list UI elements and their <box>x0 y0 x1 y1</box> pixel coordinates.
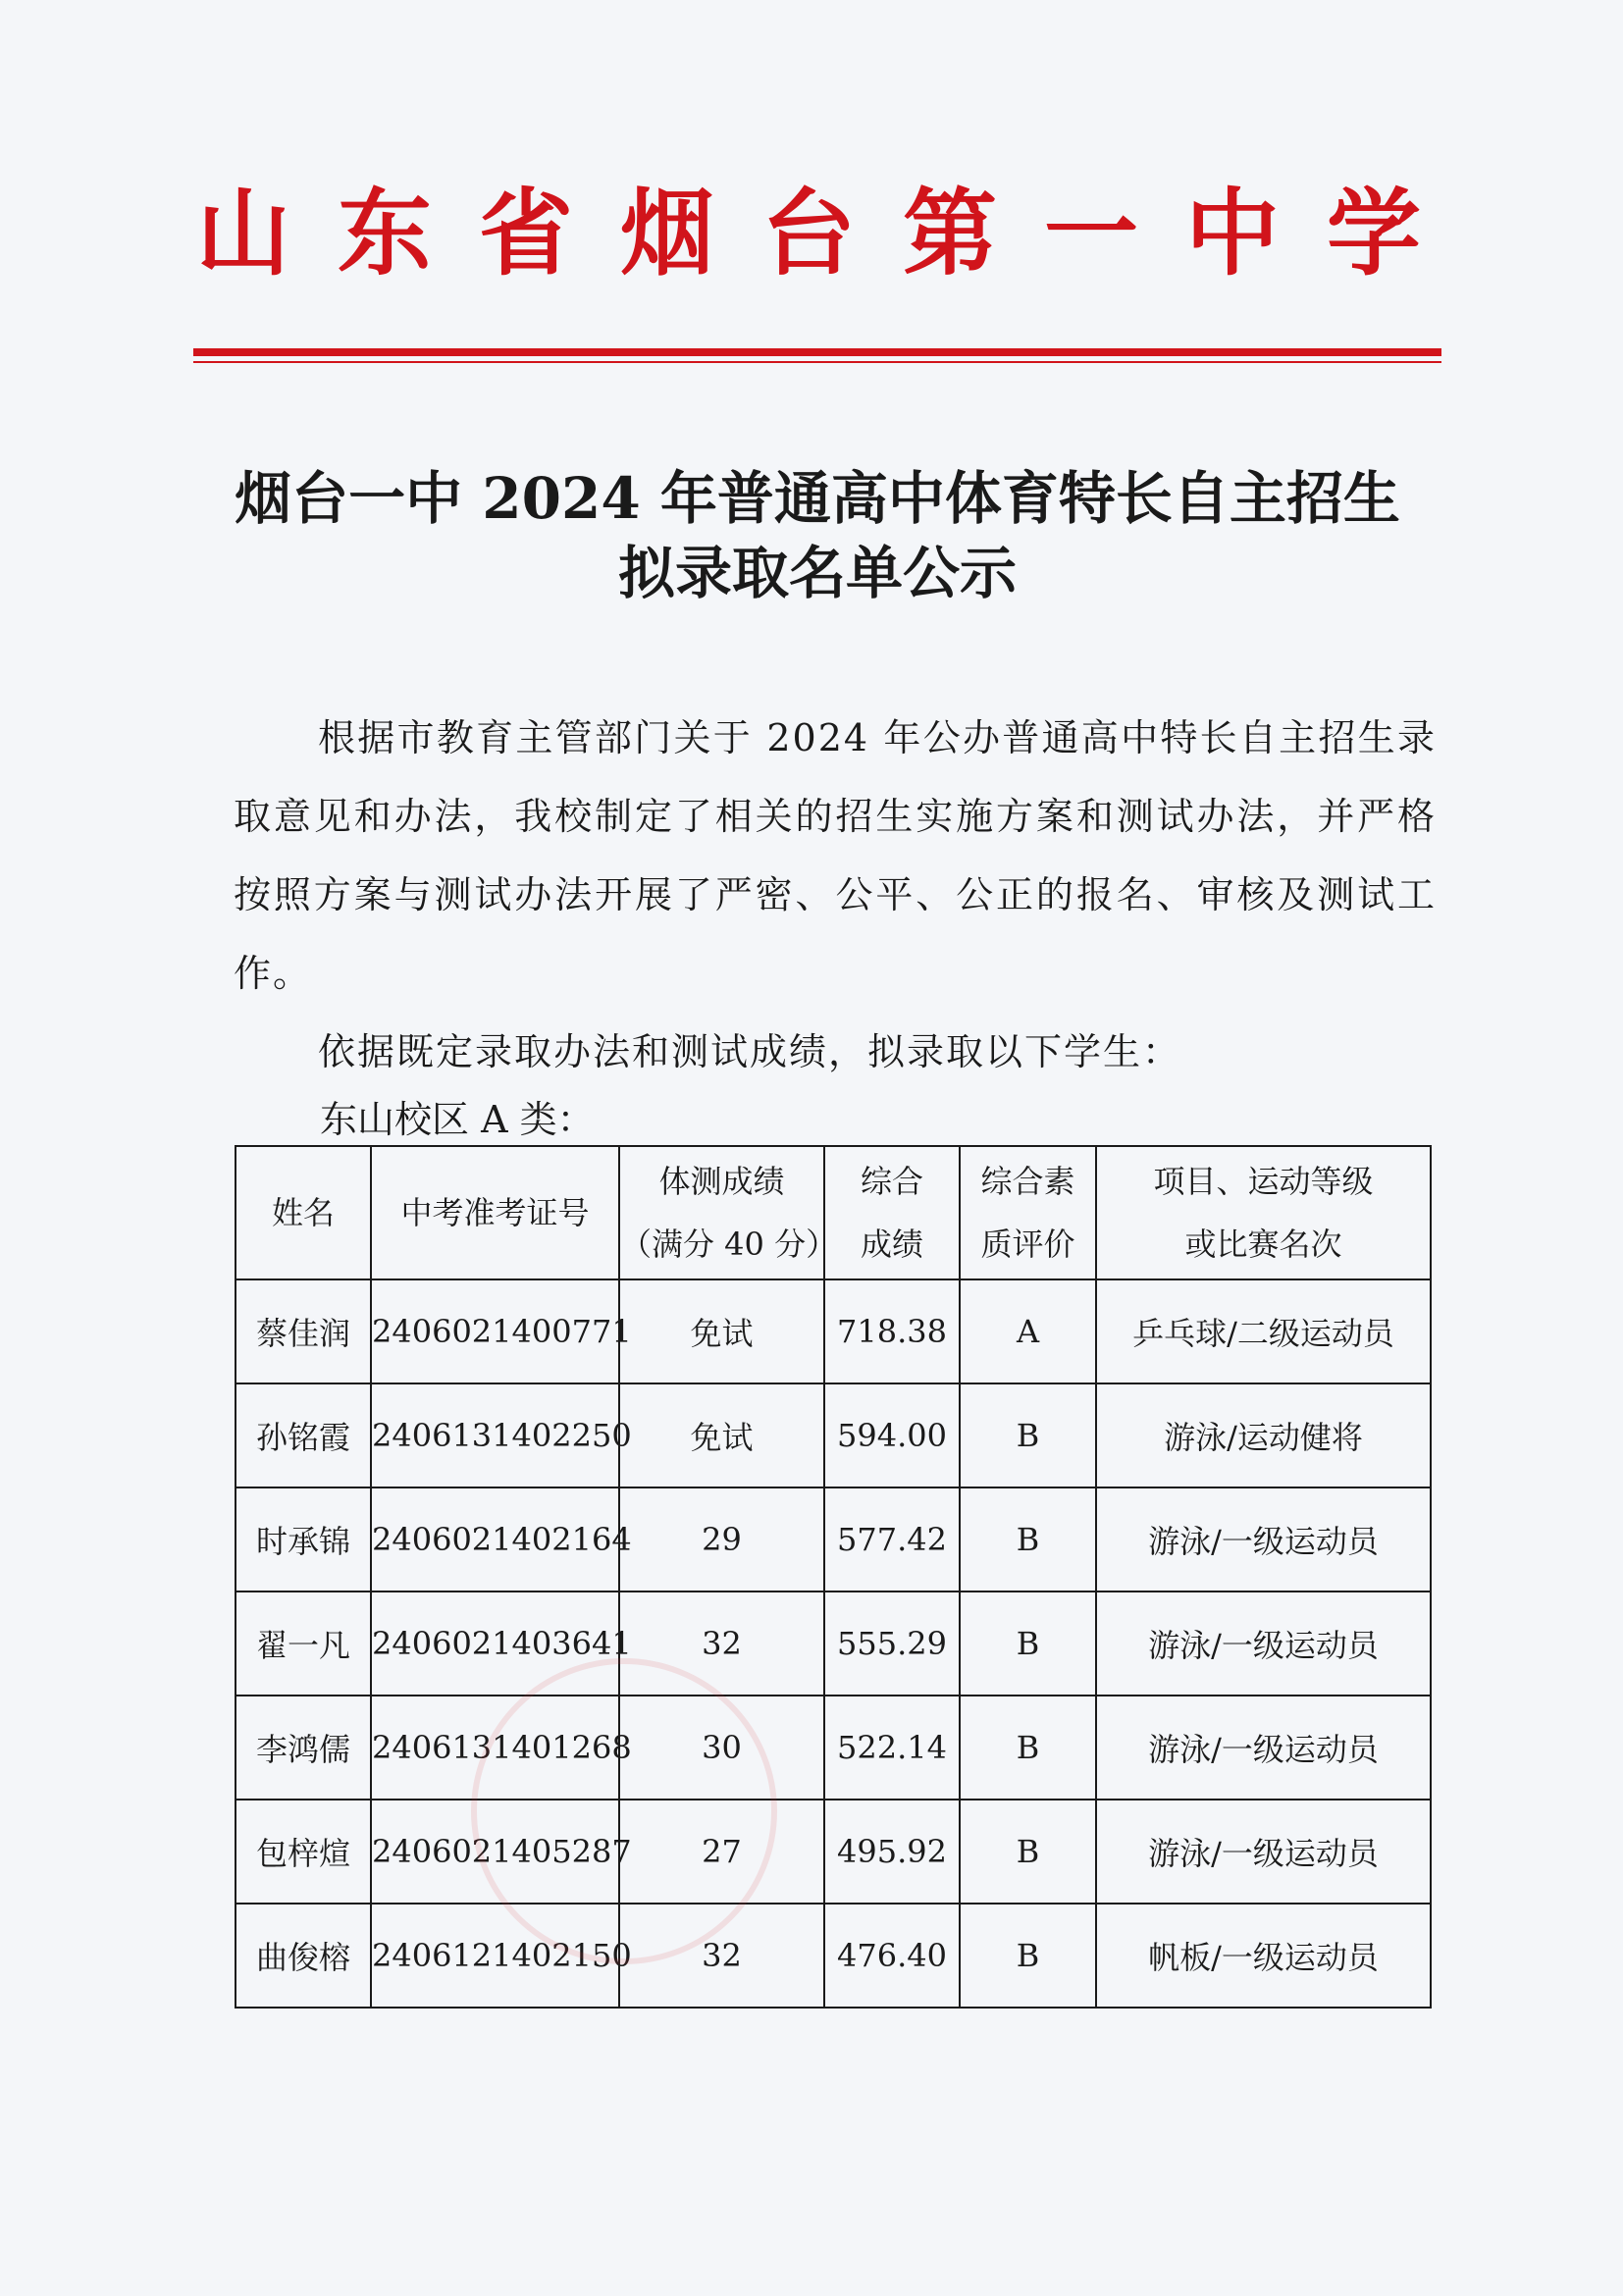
cell-exam-id: 2406021400771 <box>371 1279 619 1383</box>
table-row <box>236 1279 1431 1383</box>
cell-event-level: 游泳/一级运动员 <box>1096 1592 1431 1696</box>
admission-table <box>235 1145 1432 2009</box>
cell-name: 孙铭霞 <box>236 1383 371 1487</box>
table-header-row <box>236 1146 1431 1279</box>
table-row <box>236 1904 1431 2008</box>
cell-exam-id: 2406021405287 <box>371 1800 619 1904</box>
cell-name: 曲俊榕 <box>236 1904 371 2008</box>
cell-total-score: 522.14 <box>824 1696 960 1800</box>
cell-pe-score: 免试 <box>619 1279 824 1383</box>
cell-quality-eval: B <box>960 1904 1096 2008</box>
cell-exam-id: 2406021403641 <box>371 1592 619 1696</box>
cell-name: 时承锦 <box>236 1487 371 1592</box>
cell-event-level: 帆板/一级运动员 <box>1096 1904 1431 2008</box>
cell-name: 翟一凡 <box>236 1592 371 1696</box>
cell-total-score: 476.40 <box>824 1904 960 2008</box>
cell-name: 蔡佳润 <box>236 1279 371 1383</box>
cell-quality-eval: B <box>960 1800 1096 1904</box>
cell-exam-id: 2406021402164 <box>371 1487 619 1592</box>
cell-exam-id: 2406131402250 <box>371 1383 619 1487</box>
cell-total-score: 718.38 <box>824 1279 960 1383</box>
cell-total-score: 495.92 <box>824 1800 960 1904</box>
header-name: 姓名 <box>236 1146 371 1279</box>
cell-quality-eval: B <box>960 1383 1096 1487</box>
body-paragraph-2: 依据既定录取办法和测试成绩，拟录取以下学生： <box>318 1030 1182 1073</box>
cell-name: 包梓煊 <box>236 1800 371 1904</box>
cell-pe-score: 27 <box>619 1800 824 1904</box>
cell-event-level: 游泳/一级运动员 <box>1096 1487 1431 1592</box>
title-line-2: 拟录取名单公示 <box>617 540 1017 606</box>
table-row <box>236 1383 1431 1487</box>
cell-event-level: 游泳/一级运动员 <box>1096 1800 1431 1904</box>
document-title <box>193 461 1441 610</box>
cell-name: 李鸿儒 <box>236 1696 371 1800</box>
cell-pe-score: 32 <box>619 1904 824 2008</box>
title-line-1: 烟台一中 2024 年普通高中体育特长自主招生 <box>235 465 1400 532</box>
cell-total-score: 594.00 <box>824 1383 960 1487</box>
cell-quality-eval: B <box>960 1592 1096 1696</box>
header-total-score: 综合 成绩 <box>824 1146 960 1279</box>
cell-pe-score: 免试 <box>619 1383 824 1487</box>
header-pe-score: 体测成绩 （满分 40 分） <box>619 1146 824 1279</box>
cell-quality-eval: B <box>960 1487 1096 1592</box>
campus-label: 东山校区 A 类： <box>320 1098 595 1141</box>
header-exam-id: 中考准考证号 <box>371 1146 619 1279</box>
cell-event-level: 乒乓球/二级运动员 <box>1096 1279 1431 1383</box>
school-masthead: 山东省烟台第一中学 <box>196 178 1468 288</box>
faint-seal-stamp <box>471 1658 777 1964</box>
cell-exam-id: 2406121402150 <box>371 1904 619 2008</box>
table-row <box>236 1800 1431 1904</box>
cell-pe-score: 30 <box>619 1696 824 1800</box>
cell-quality-eval: A <box>960 1279 1096 1383</box>
cell-total-score: 555.29 <box>824 1592 960 1696</box>
body-text <box>234 699 1437 1091</box>
body-paragraph-1: 根据市教育主管部门关于 2024 年公办普通高中特长自主招生录取意见和办法，我校制定了相关的招生实施方案和测试办法，并严格按照方案与测试办法开展了严密、公平、公正的报名、审核及测试工作。 <box>234 716 1437 995</box>
cell-pe-score: 32 <box>619 1592 824 1696</box>
table-row <box>236 1487 1431 1592</box>
header-quality-eval: 综合素 质评价 <box>960 1146 1096 1279</box>
header-event-level: 项目、运动等级 或比赛名次 <box>1096 1146 1431 1279</box>
cell-exam-id: 2406131401268 <box>371 1696 619 1800</box>
cell-total-score: 577.42 <box>824 1487 960 1592</box>
cell-event-level: 游泳/一级运动员 <box>1096 1696 1431 1800</box>
masthead-rule-thin <box>193 361 1441 363</box>
cell-event-level: 游泳/运动健将 <box>1096 1383 1431 1487</box>
masthead-rule-thick <box>193 348 1441 356</box>
table-row <box>236 1592 1431 1696</box>
cell-quality-eval: B <box>960 1696 1096 1800</box>
table-row <box>236 1696 1431 1800</box>
cell-pe-score: 29 <box>619 1487 824 1592</box>
